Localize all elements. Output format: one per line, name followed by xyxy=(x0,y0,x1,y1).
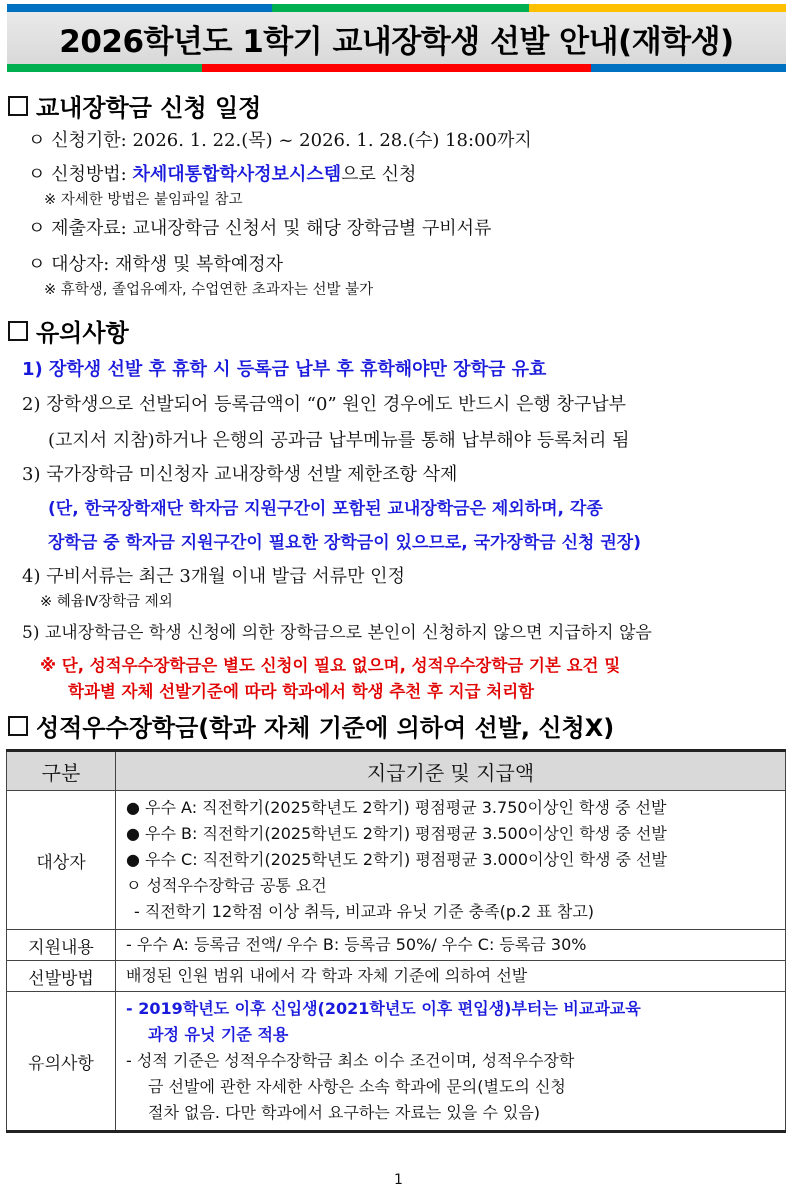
section-heading-text: 교내장학금 신청 일정 xyxy=(36,94,262,122)
page-number: 1 xyxy=(394,1172,403,1188)
notice-item-1: 1) 장학생 선발 후 휴학 시 등록금 납부 후 휴학해야만 장학금 유효 xyxy=(22,359,547,380)
table-row xyxy=(7,992,786,1132)
row-label-selection: 선발방법 xyxy=(7,961,116,992)
checkbox-square-icon xyxy=(8,321,28,341)
section-heading-notes xyxy=(8,313,129,348)
application-method xyxy=(28,160,416,186)
notice-item-3: 3) 국가장학금 미신청자 교내장학생 선발 제한조항 삭제 xyxy=(22,464,458,485)
section-heading-schedule xyxy=(8,88,261,123)
checkbox-square-icon xyxy=(8,716,28,736)
selection-line: 배정된 인원 범위 내에서 각 학과 자체 기준에 의하여 선발 xyxy=(126,966,528,985)
merit-scholarship-table xyxy=(6,749,786,1133)
submission-documents: ㅇ 제출자료: 교내장학금 신청서 및 해당 장학금별 구비서류 xyxy=(28,218,492,239)
eligible-students: ㅇ 대상자: 재학생 및 복학예정자 xyxy=(28,254,283,275)
row-content-target xyxy=(116,791,786,930)
notice-item-3-blue-line2: 장학금 중 학자금 지원구간이 필요한 장학금이 있으므로, 국가장학금 신청 권장) xyxy=(48,533,641,553)
system-name-highlight: 차세대통합학사정보시스템 xyxy=(132,164,342,185)
notes-blue-line: - 2019학년도 이후 신입생(2021학년도 이후 편입생)부터는 비교과교육 xyxy=(126,999,641,1018)
method-prefix: ㅇ 신청방법: xyxy=(28,164,133,185)
title-bottom-bar xyxy=(7,64,786,72)
section-heading-text: 유의사항 xyxy=(36,319,129,347)
title-box xyxy=(7,12,786,64)
application-period: ㅇ 신청기한: 2026. 1. 22.(목) ~ 2026. 1. 28.(수) 18:00까지 xyxy=(28,130,532,151)
page-title: 2026학년도 1학기 교내장학생 선발 안내(재학생) xyxy=(59,23,734,60)
notice-item-4: 4) 구비서류는 최근 3개월 이내 발급 서류만 인정 xyxy=(22,566,405,587)
section-heading-text: 성적우수장학금(학과 자체 기준에 의하여 선발, 신청X) xyxy=(36,714,615,742)
row-content-selection xyxy=(116,961,786,992)
notes-line: 절차 없음. 다만 학과에서 요구하는 자료는 있을 수 있음) xyxy=(148,1103,541,1122)
criteria-line: ● 우수 A: 직전학기(2025학년도 2학기) 평점평균 3.750이상인 학생 중 선발 xyxy=(126,798,667,817)
criteria-line: ● 우수 C: 직전학기(2025학년도 2학기) 평점평균 3.000이상인 학생 중 선발 xyxy=(126,850,667,869)
title-banner xyxy=(7,4,786,72)
table-header-category: 구분 xyxy=(7,751,116,791)
criteria-line: - 직전학기 12학점 이상 취득, 비교과 유닛 기준 충족(p.2 표 참고) xyxy=(134,902,595,921)
notice-item-2-line1: 2) 장학생으로 선발되어 등록금액이 “0” 원인 경우에도 반드시 은행 창구납부 xyxy=(22,394,627,415)
section-heading-merit xyxy=(8,708,614,743)
table-row xyxy=(7,791,786,930)
notice-item-5-red-line2: 학과별 자체 선발기준에 따라 학과에서 학생 추천 후 지급 처리함 xyxy=(68,682,535,701)
notice-item-5-red-line1: ※ 단, 성적우수장학금은 별도 신청이 필요 없으며, 성적우수장학금 기본 요건 및 xyxy=(40,656,621,675)
notes-blue-line: 과정 유닛 기준 적용 xyxy=(148,1025,289,1044)
notice-item-4-note: ※ 혜윰Ⅳ장학금 제외 xyxy=(40,594,173,610)
notice-item-2-line2: (고지서 지참)하거나 은행의 공과금 납부메뉴를 통해 납부해야 등록처리 됨 xyxy=(48,430,630,451)
notes-line: - 성적 기준은 성적우수장학금 최소 이수 조건이며, 성적우수장학 xyxy=(126,1051,575,1070)
notice-item-3-blue-line1: (단, 한국장학재단 학자금 지원구간이 포함된 교내장학금은 제외하며, 각종 xyxy=(48,499,603,519)
eligibility-note: ※ 휴학생, 졸업유예자, 수업연한 초과자는 선발 불가 xyxy=(44,282,374,298)
row-content-notes xyxy=(116,992,786,1132)
title-top-bar xyxy=(7,4,786,12)
notice-item-5: 5) 교내장학금은 학생 신청에 의한 장학금으로 본인이 신청하지 않으면 지급하지 않음 xyxy=(22,623,652,643)
method-suffix: 으로 신청 xyxy=(341,164,417,185)
criteria-line: ● 우수 B: 직전학기(2025학년도 2학기) 평점평균 3.500이상인 학생 중 선발 xyxy=(126,824,667,843)
support-line: - 우수 A: 등록금 전액/ 우수 B: 등록금 50%/ 우수 C: 등록금 30% xyxy=(126,935,587,954)
table-row xyxy=(7,930,786,961)
table-row xyxy=(7,961,786,992)
checkbox-square-icon xyxy=(8,96,28,116)
table-header-row xyxy=(7,751,786,791)
criteria-line: ㅇ 성적우수장학금 공통 요건 xyxy=(126,876,327,895)
row-content-support xyxy=(116,930,786,961)
method-note: ※ 자세한 방법은 붙임파일 참고 xyxy=(44,192,243,208)
notes-line: 금 선발에 관한 자세한 사항은 소속 학과에 문의(별도의 신청 xyxy=(148,1077,566,1096)
row-label-notes: 유의사항 xyxy=(7,992,116,1132)
row-label-support: 지원내용 xyxy=(7,930,116,961)
row-label-target: 대상자 xyxy=(7,791,116,930)
table-header-criteria: 지급기준 및 지급액 xyxy=(116,751,786,791)
